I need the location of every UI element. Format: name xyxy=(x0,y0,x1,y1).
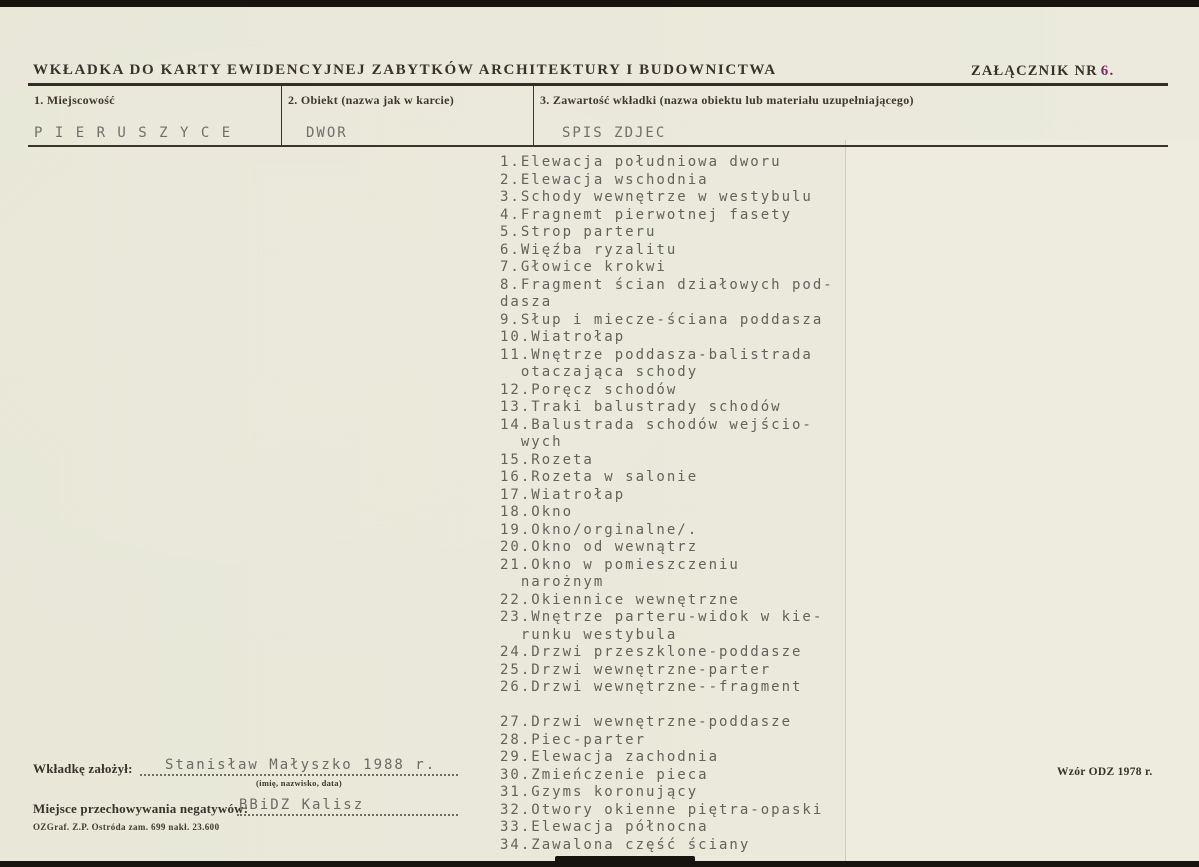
photo-list-line: 8.Fragment ścian działowych pod- xyxy=(500,276,834,293)
photo-list-line: dasza xyxy=(500,294,553,310)
field-object-value: DWOR xyxy=(306,125,348,141)
negatives-dotted-line xyxy=(237,795,458,816)
attachment-label-text: ZAŁĄCZNIK NR xyxy=(971,63,1098,79)
document-page xyxy=(0,7,1199,861)
field-locality xyxy=(28,86,281,145)
founder-hint: (imię, nazwisko, data) xyxy=(256,778,342,788)
field-contents xyxy=(533,86,1168,145)
field-contents-value: SPIS ZDJEC xyxy=(562,125,667,141)
founder-dotted-line xyxy=(140,754,458,776)
photo-list-line: 32.Otwory okienne piętra-opaski xyxy=(500,801,824,818)
photo-list-line: 7.Głowice krokwi xyxy=(500,259,667,275)
document-title: WKŁADKA DO KARTY EWIDENCYJNEJ ZABYTKÓW ARCHITEKTURY I BUDOWNICTWA xyxy=(33,62,777,78)
photo-list-line: wych xyxy=(500,434,563,450)
photo-list-line: 14.Balustrada schodów wejścio- xyxy=(500,416,813,433)
photo-list-line: 26.Drzwi wewnętrzne--fragment xyxy=(500,679,803,695)
attachment-number-stamp: 6. xyxy=(1100,63,1115,79)
photo-list-line: 29.Elewacja zachodnia xyxy=(500,749,720,765)
photo-list-line: 28.Piec-parter xyxy=(500,731,647,748)
photo-list-line: 31.Gzyms koronujący xyxy=(500,784,699,800)
photo-list-line: 2.Elewacja wschodnia xyxy=(500,171,709,188)
photo-list-line: 20.Okno od wewnątrz xyxy=(500,539,699,555)
photo-list-line: 16.Rozeta w salonie xyxy=(500,469,699,485)
photo-list-line: 25.Drzwi wewnętrzne-parter xyxy=(500,661,772,678)
photo-list-line: otaczająca schody xyxy=(500,364,699,380)
photo-list-line: 17.Wiatrołap xyxy=(500,486,626,503)
photo-list-line: 5.Strop parteru xyxy=(500,224,657,240)
negatives-value: BBiDZ Kalisz xyxy=(239,797,365,813)
photo-list-line: runku westybula xyxy=(500,626,678,643)
printshop-note: OZGraf. Z.P. Ostróda zam. 699 nakł. 23.600 xyxy=(33,822,220,832)
founder-label: Wkładkę założył: xyxy=(33,761,133,776)
photo-list-line: narożnym xyxy=(500,574,605,590)
founder-value: Stanisław Małyszko 1988 r. xyxy=(165,757,437,773)
field-object-label: 2. Obiekt (nazwa jak w karcie) xyxy=(288,93,455,107)
photo-list-line: 23.Wnętrze parteru-widok w kie- xyxy=(500,609,824,625)
field-locality-value: P I E R U S Z Y C E xyxy=(34,125,233,141)
photo-list-line: 3.Schody wewnętrze w westybulu xyxy=(500,189,813,205)
photo-list-line: 33.Elewacja północna xyxy=(500,819,709,835)
negatives-label: Miejsce przechowywania negatywów: xyxy=(33,801,249,816)
photo-list-line: 19.Okno/orginalne/. xyxy=(500,521,699,538)
field-object xyxy=(281,86,533,145)
photo-list-line: 24.Drzwi przeszklone-poddasze xyxy=(500,644,803,660)
form-template-note: Wzór ODZ 1978 r. xyxy=(1057,766,1153,778)
scan-edge-bottom-blob xyxy=(555,856,695,867)
photo-list-line xyxy=(500,697,834,715)
photo-list-line: 27.Drzwi wewnętrzne-poddasze xyxy=(500,714,793,730)
attachment-label xyxy=(971,63,1114,80)
paper-fold-area xyxy=(845,140,1199,861)
field-locality-label: 1. Miejscowość xyxy=(34,93,115,107)
photo-list-line: 11.Wnętrze poddasza-balistrada xyxy=(500,346,813,363)
photo-list-line: 1.Elewacja południowa dworu xyxy=(500,154,782,170)
field-contents-label: 3. Zawartość wkładki (nazwa obiektu lub materiału uzupełniającego) xyxy=(540,93,914,107)
photo-list-line: 15.Rozeta xyxy=(500,451,594,468)
photo-list-line: 21.Okno w pomieszczeniu xyxy=(500,556,740,573)
photo-list-line: 22.Okiennice wewnętrzne xyxy=(500,591,740,608)
photo-list-line: 6.Więźba ryzalitu xyxy=(500,241,678,258)
photo-list-line: 9.Słup i miecze-ściana poddasza xyxy=(500,311,824,328)
photo-list-line: 13.Traki balustrady schodów xyxy=(500,399,782,415)
photo-list xyxy=(500,154,834,854)
photo-list-line: 4.Fragnemt pierwotnej fasety xyxy=(500,206,793,223)
photo-list-line: 10.Wiatrołap xyxy=(500,329,626,345)
photo-list-line: 30.Zmieńczenie pieca xyxy=(500,766,709,783)
photo-list-line: 18.Okno xyxy=(500,504,574,520)
photo-list-line: 12.Poręcz schodów xyxy=(500,381,678,398)
photo-list-line: 34.Zawalona część ściany xyxy=(500,836,751,853)
form-fields-row xyxy=(28,86,1168,147)
